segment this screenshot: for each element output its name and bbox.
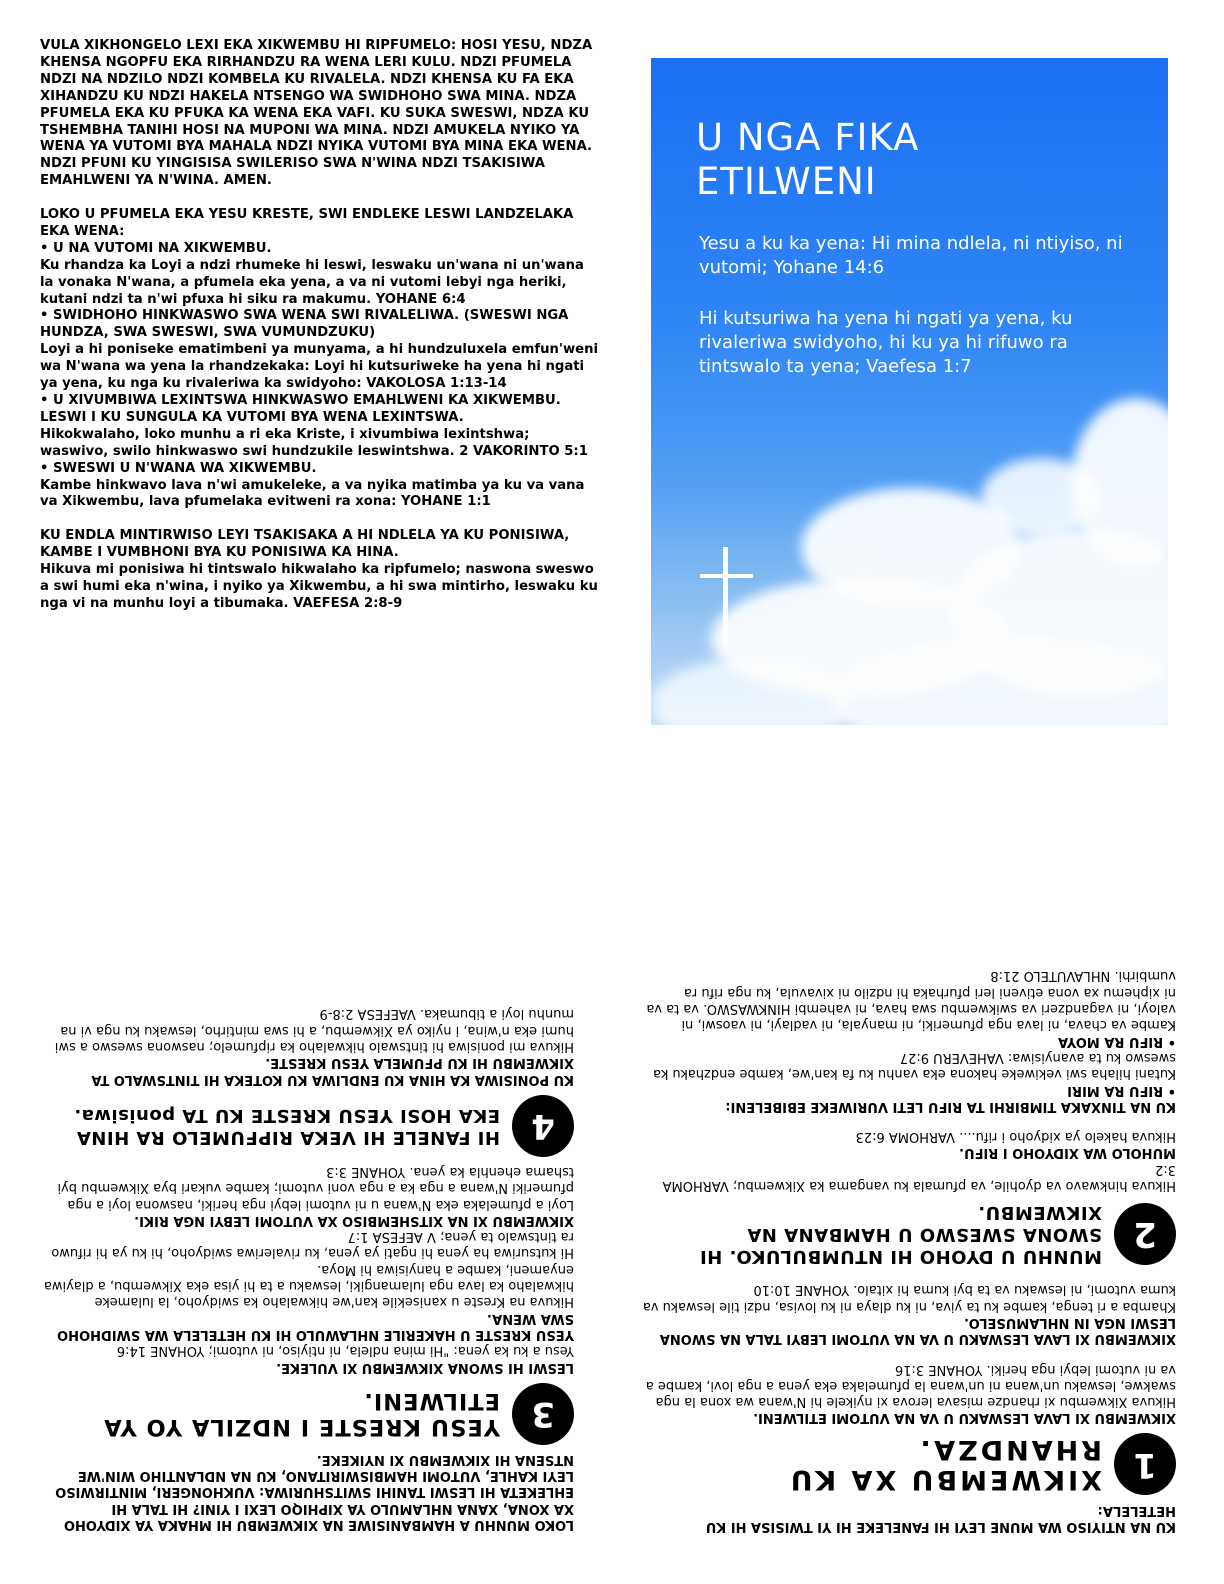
- s2-text-2: Hikuva hakelo ya xidyoho i rifu.... VARHOMA 6:23: [855, 1129, 1176, 1145]
- s3-heading-3: XIKWEMBU XI NA XITSHEMBISO XA VUTOMI LEBYI NGA RIKI.: [134, 1212, 574, 1228]
- prayer-panel: [40, 38, 600, 613]
- section-1-title: XIKWEMBU XA KU RHANDZA.: [787, 1434, 1102, 1496]
- section-2-header: [640, 1201, 1176, 1267]
- cover-title: [696, 116, 919, 204]
- assurance-intro: LOKO U PFUMELA EKA YESU KRESTE, SWI ENDLEKE LESWI LANDZELAKA EKA WENA:: [40, 207, 574, 239]
- section-3-number: 3: [512, 1383, 574, 1445]
- works-text: Hikuva mi ponisiwa hi tintswalo hikwalaho ka ripfumelo; naswona sweswo a swi humi eka n'wina, i nyiko ya Xikwembu, a hi swa mintirho, leswaku ku nga vi na munhu loyi a tibumaka. VAEFESA 2:8-9: [40, 562, 598, 611]
- s4-text: Hikuva mi ponisiwa hi tintswalo hikwalaho ka ripfumelo; naswona sweswo a swi humi eka n'wina, i nyiko ya Xikwembu, a hi swa mintirho, leswaku ku nga vi na munhu loyi a tibumaka. VAEFESA 2:8-9: [54, 1006, 574, 1055]
- cover-title-line-2: ETILWENI: [696, 160, 877, 203]
- assurance-text-1: Ku rhandza ka Loyi a ndzi rhumeke hi leswi, leswaku un'wana ni un'wana la vonaka N'wana, a pfumela eka yena, a va ni vutomi lebyi nga heriki, kutani ndzi ta n'wi pfuxa hi siku ra makumu. YOHANE 6:4: [40, 257, 584, 307]
- section-1-header: [640, 1433, 1176, 1495]
- s2-bullet-1-text: Kutani hilaha swi vekiweke hakona eka vanhu ku fa kan'we, kambe endzhaku ka sweswo ku ta avanyisiwa: VAHEVERU 9:27: [653, 1049, 1176, 1082]
- assurance-heading-2: • SWIDHOHO HINKWASWO SWA WENA SWI RIVALELIWA. (SWESWI NGA HUNDZA, SWA SWESWI, SWA VUMUNDZUKU): [40, 308, 569, 341]
- br-intro: KU NA NTIYISO WA MUNE LEYI HI FANELEKE HI YI TWISISA HI KU HETELELA:: [705, 1502, 1176, 1534]
- s3-text-2: Hikuva na Kreste u xanisekile kan'we hikwalaho ka swidyoho, la lulameke hikwalaho ka lava nga lulamangiki, leswaku a ta hi yisa eka Xikwembu, a dlayiwa enyameni, kambe a hanyisiwa hi Moya.: [43, 1261, 574, 1310]
- s1-text-2: Khamba a ri tenga, kambe ku ta yiva, ni ku dlaya ni ku lovisa, ndzi tile leswaku va kuma vutomi, ni leswaku va ta byi kuma hi xitalo. YOHANE 10:10: [642, 1282, 1176, 1314]
- panel-sections-3-4: [40, 812, 574, 1532]
- assurance-text-3: Hikokwalaho, loko munhu a ri eka Kriste, i xivumbiwa lexintshwa; waswivo, swilo hinkwaswo swi hundzukile leswintshwa. 2 VAKORINTO 5:1: [40, 426, 588, 459]
- s3-text-3: Hi kutsuriwa ha yena hi ngati ya yena, ku rivaleriwa swidyoho, hi ku ya hi rifuwo ra tintswalo ta yena; V AEFESA 1:7: [51, 1229, 574, 1261]
- prayer-text: VULA XIKHONGELO LEXI EKA XIKWEMBU HI RIPFUMELO: HOSI YESU, NDZA KHENSA NGOPFU EKA RIRHANDZU RA WENA LERI KULU. NDZI PFUMELA NDZI NA NDZILO NDZI KOMBELA KU RIVALELA. NDZI KHENSA KU FA EKA XIHANDZU KU NDZI HAKELA NTSENGO WA SWIDHOHO SWA MINA. NDZA PFUMELA EKA KU PFUKA KA WENA EKA VAFI. KU SUKA SWESWI, NDZA KU TSHEMBHA TANIHI HOSI NA MUPONI WA MINA. NDZI AMUKELA NYIKO YA WENA YA VUTOMI BYA MAHALA NDZI NYIKA VUTOMI BYA MINA EKA WENA. NDZI PFUNI KU YINGISISA SWILERISO SWA N'WINA NDZI TSAKISIWA EMAHLWENI YA N'WINA. AMEN.: [40, 38, 593, 189]
- s2-heading-2: KU NA TINXAKA TIMBIRHI TA RIFU LETI VURIWEKE EBIBELENI:: [725, 1098, 1176, 1114]
- s2-heading: MUHOLO WA XIDYOHO I RIFU.: [959, 1145, 1176, 1161]
- cover-panel: [651, 58, 1168, 725]
- s2-text: Hikuva hinkwavo va dyohile, va pfumala ku vangama ka Xikwembu; VARHOMA 3:2: [662, 1161, 1176, 1194]
- section-4-title: HI FANELE HI VEKA RIPFUMELO RA HINA EKA HOSI YESU KRESTE KU TA ponisiwa.: [73, 1104, 500, 1148]
- s2-bullet-2: • RIFU RA MOYA: [1058, 1033, 1176, 1049]
- s2-bullet-2-text: Kambe va chava, ni lava nga pfumeriki, ni manyala, ni vadlayi, ni vaoswi, ni valoyi, ni vagandzeri va swikwembu swa hava, ni vahembi HINKWASWO. va ta va ni xiphemu xa vona etiveni leri pfurhaka hi ndzilo ni xivavula, ku nga rifu ra vumbirhi. NHLAVUTELO 21:8: [646, 968, 1176, 1033]
- assurance-heading-3: • U XIVUMBIWA LEXINTSWA HINKWASWO EMAHLWENI KA XIKWEMBU. LESWI I KU SUNGULA KA VUTOMI BYA WENA LEXINTSWA.: [40, 393, 561, 425]
- section-2-number: 2: [1114, 1203, 1176, 1265]
- assurance-text-4: Kambe hinkwavo lava n'wi amukeleke, a va nyika matimba ya ku va vana va Xikwembu, lava pfumelaka evitweni ra xona: YOHANE 1:1: [40, 477, 585, 510]
- assurance-text-2: Loyi a hi poniseke ematimbeni ya munyama, a hi hundzuluxela emfun'weni wa N'wana wa yena la rhandzekaka: Loyi hi kutsuriweke ha yena hi ngati ya yena, ku nga ku rivaleriwa ka swidyoho: VAKOLOSA 1:13-14: [40, 342, 598, 392]
- section-3-header: [40, 1383, 574, 1445]
- s1-heading-2: XIKWEMBU XI LAVA LESWAKU U VA NA VUTOMI LEBYI TALA NA SWONA LESWI NGA IN NHLAMUSELO.: [659, 1314, 1176, 1347]
- cover-title-line-1: U NGA FIKA: [696, 116, 920, 159]
- cloud-shape: [981, 458, 1101, 538]
- s1-text: Hikuva Xikwembu xi rhandze misava lerova xi nyikele hi N'wana wa xona la nga swakwe, leswaku un'wana ni un'wana la pfumelaka eka yena a nga lovi, kambe a va ni vutomi lebyi nga heriki. YOHANE 3:16: [645, 1361, 1176, 1410]
- s4-heading: KU PONISIWA KA HINA KU ENDLIWA KU KOTEKA HI TINTSWALO TA XIKWEMBU HI KU PFUMELA YESU KRESTE.: [91, 1055, 574, 1087]
- cover-verse-2: Hi kutsuriwa ha yena hi ngati ya yena, ku rivaleriwa swidyoho, hi ku ya hi rifuwo ra tintswalo ta yena; Vaefesa 1:7: [699, 308, 1073, 377]
- section-2-title: MUNHU U DYOHO HI NTUMBULUKO. HI SWONA SWESWO U HAMBANA NA XIKWEMBU.: [699, 1202, 1102, 1268]
- bl-intro: LOKO MUNHU A HAMBANISIWE NA XIKWEMBU HI MHAKA YA XIDYOHO XA XONA, XANA NHLAMULO YA XIPHIQO LEXI I YINI? HI TALA HI EHLEKETA HI LESWI TANIHI SWITSHURIWA: VUKHONGERI, MINTIRWISO LEYI KAHLE, VUTOMI HAMBISWIRITANO, KU NA NDLANTIHO WIN'WE NTSENA HI XIKWEMBU XI NYIKEKE.: [55, 1451, 574, 1532]
- assurance-heading-4: • SWESWI U N'WANA WA XIKWEMBU.: [40, 460, 317, 476]
- section-4-header: [40, 1095, 574, 1157]
- panel-sections-1-2: [640, 810, 1176, 1534]
- s3-text-4: Loyi a pfumelaka eka N'wana u ni vutomi lebyi nga heriki, naswona loyi a nga pfumeriki N'wana a nga ka a nga voni vutomi; kambe vukari bya Xikwembu byi tshama ehenhla ka yena. YOHANE 3:3: [57, 1163, 574, 1212]
- cover-verse-1: Yesu a ku ka yena: Hi mina ndlela, ni ntiyiso, ni vutomi; Yohane 14:6: [699, 233, 1123, 278]
- section-4-number: 4: [512, 1095, 574, 1157]
- section-1-number: 1: [1114, 1433, 1176, 1495]
- works-heading: KU ENDLA MINTIRWISO LEYI TSAKISAKA A HI NDLELA YA KU PONISIWA, KAMBE I VUMBHONI BYA KU PONISIWA KA HINA.: [40, 528, 570, 561]
- s3-heading: LESWI HI SWONA XIKWEMBU XI VULEKE.: [276, 1359, 574, 1375]
- s2-bullet-1: • RIFU RA MIRI: [1067, 1082, 1176, 1098]
- s1-heading: XIKWEMBU XI LAVA LESWAKU U VA NA VUTOMI ETILWENI.: [753, 1410, 1176, 1426]
- section-3-title: YESU KRESTE I NDZILA YO YA ETILWENI.: [103, 1387, 500, 1440]
- s3-text: Yesu a ku ka yena: "Hi mina ndlela, ni ntiyiso, ni vutomi; YOHANE 14:6: [116, 1343, 574, 1359]
- s3-heading-2: YESU KRESTE U HAKERILE NHLAWULO HI KU HETELELA WA SWIDHOHO SWA WENA.: [57, 1310, 574, 1342]
- assurance-heading-1: • U NA VUTOMI NA XIKWEMBU.: [40, 240, 272, 256]
